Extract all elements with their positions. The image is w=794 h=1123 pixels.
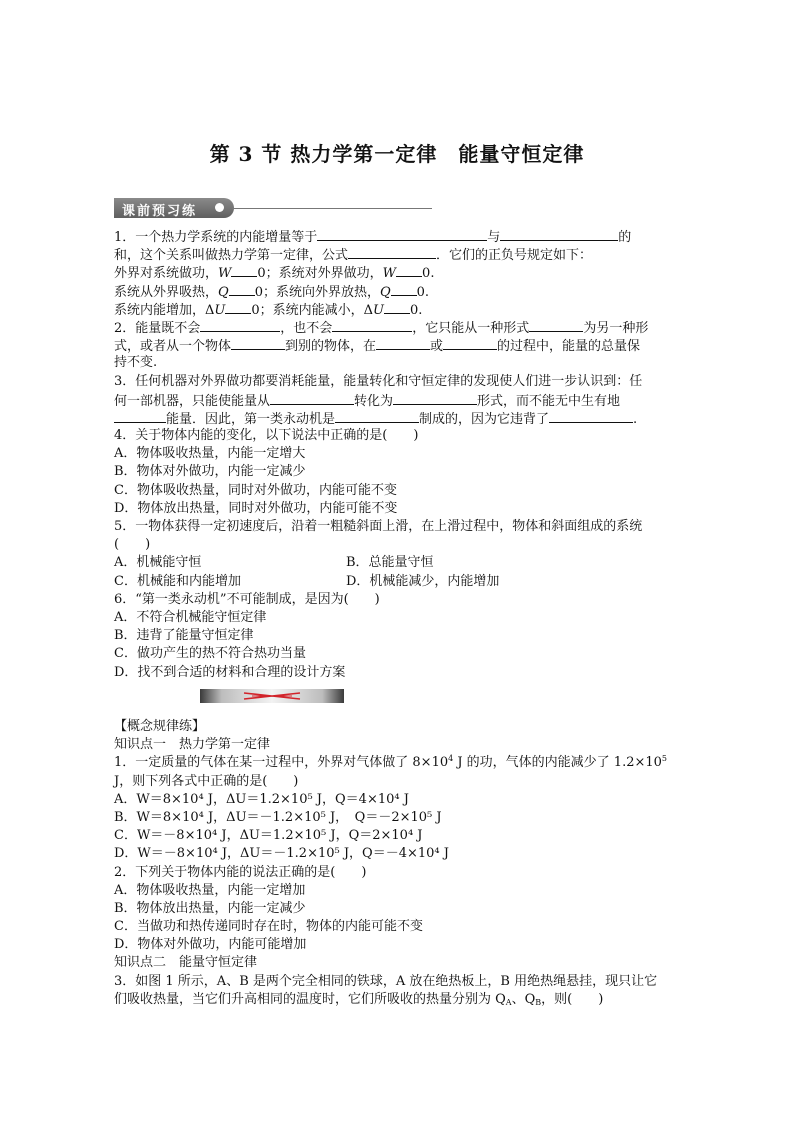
- q6-option-c[interactable]: C．做功产生的热不符合热功当量: [114, 646, 306, 662]
- q4-option-a[interactable]: A．物体吸收热量，内能一定增大: [114, 446, 306, 462]
- fill-blank[interactable]: [335, 409, 419, 423]
- q4-option-b[interactable]: B．物体对外做功，内能一定减少: [114, 464, 306, 480]
- q6-option-a[interactable]: A．不符合机械能守恒定律: [114, 609, 267, 625]
- q5-option-c[interactable]: C．机械能和内能增加: [114, 573, 241, 589]
- fill-blank[interactable]: [225, 300, 251, 314]
- banner-rule: [232, 208, 432, 209]
- q1-line1: [114, 227, 684, 245]
- q6-stem: 6．“第一类永动机”不可能制成，是因为( ): [114, 591, 380, 607]
- symbol-u: U: [214, 302, 226, 318]
- fill-blank[interactable]: [229, 282, 255, 296]
- q5-options-row1: [114, 554, 684, 572]
- bullet-icon: [215, 203, 224, 212]
- q1-line2: [114, 245, 684, 263]
- fill-blank[interactable]: [231, 336, 285, 350]
- fill-blank[interactable]: [200, 318, 280, 332]
- cq1-option-d[interactable]: D．W＝－8×10⁴ J，ΔU＝－1.2×10⁵ J，Q＝－4×10⁴ J: [114, 846, 449, 862]
- text: 们吸收热量，当它们升高相同的温度时，它们所吸收的热量分别为 Q: [114, 991, 506, 1007]
- page-title: 第 3 节 热力学第一定律 能量守恒定律: [209, 142, 585, 166]
- q2-line3: [114, 354, 684, 372]
- text: 0.: [422, 266, 435, 282]
- text: 形式，而不能无中生有地: [477, 393, 621, 409]
- q5-option-d[interactable]: D．机械能减少，内能增加: [346, 573, 500, 589]
- text: J 的功，气体的内能减少了 1.2×10: [453, 755, 662, 771]
- text: 的: [618, 230, 632, 245]
- text: 0；系统向外界放热，: [254, 284, 380, 300]
- fill-blank[interactable]: [348, 245, 436, 259]
- text: 或: [430, 339, 444, 355]
- knowledge-point-1: 知识点一 热力学第一定律: [114, 737, 271, 753]
- q1-line4: [114, 282, 684, 300]
- text: 1．一定质量的气体在某一过程中，外界对气体做了 8×10: [114, 755, 449, 771]
- text: 的过程中，能量的总量保: [497, 339, 641, 355]
- section-divider-ornament: [200, 688, 344, 704]
- cq2-option-b[interactable]: B．物体放出热量，内能一定减少: [114, 900, 306, 916]
- text: 制成的，因为它违背了: [419, 411, 550, 427]
- fill-blank[interactable]: [391, 282, 417, 296]
- cq2-stem: 2．下列关于物体内能的说法正确的是( ): [114, 864, 367, 880]
- fill-blank[interactable]: [443, 336, 497, 350]
- text: 2．能量既不会: [114, 320, 201, 336]
- fill-blank[interactable]: [529, 318, 583, 332]
- cq3-line1: 3．如图 1 所示，A、B 是两个完全相同的铁球，A 放在绝热板上，B 用绝热绳悬挂，现只让它: [114, 973, 658, 989]
- symbol-q: Q: [379, 284, 391, 300]
- text: 0；系统对外界做功，: [257, 266, 383, 282]
- text: 和，这个关系叫做热力学第一定律，公式: [114, 248, 349, 264]
- text: 何一部机器，只能使能量从: [114, 393, 271, 409]
- q5-options-row2: [114, 573, 684, 591]
- text: 到别的物体，在: [285, 339, 377, 355]
- text: 、Q: [511, 991, 536, 1007]
- q2-line1: [114, 318, 684, 336]
- fill-blank[interactable]: [396, 263, 422, 277]
- fill-blank[interactable]: [384, 300, 410, 314]
- cq1-line2: J，则下列各式中正确的是( ): [114, 773, 299, 789]
- fill-blank[interactable]: [332, 318, 412, 332]
- fill-blank[interactable]: [549, 409, 633, 423]
- q4-option-c[interactable]: C．物体吸收热量，同时对外做功，内能可能不变: [114, 482, 397, 498]
- text: 1．一个热力学系统的内能增量等于: [114, 230, 318, 245]
- fill-blank[interactable]: [376, 336, 430, 350]
- pre-study-section: [114, 227, 684, 682]
- text: .: [633, 411, 638, 427]
- q2-line2: [114, 336, 684, 354]
- fill-blank[interactable]: [393, 391, 477, 405]
- fill-blank[interactable]: [231, 263, 257, 277]
- text: 系统从外界吸热，: [114, 284, 219, 300]
- text: ，也不会: [280, 320, 333, 336]
- text: 持不变.: [114, 355, 158, 371]
- cq1-line1: [114, 754, 684, 772]
- subscript: B: [535, 997, 542, 1007]
- section-banner: [114, 198, 432, 218]
- text: 系统内能增加，Δ: [114, 302, 215, 318]
- text: 3．任何机器对外界做功都要消耗能量，能量转化和守恒定律的发现使人们进一步认识到：任: [114, 373, 643, 389]
- text: 式，或者从一个物体: [114, 339, 232, 355]
- fill-blank[interactable]: [114, 409, 166, 423]
- text: ，则( ): [541, 991, 604, 1007]
- text: 与: [487, 230, 501, 245]
- q3-line3: [114, 409, 684, 427]
- symbol-w: W: [382, 266, 397, 282]
- text: 0.: [416, 284, 430, 300]
- fill-blank[interactable]: [270, 391, 354, 405]
- cq1-option-a[interactable]: A．W＝8×10⁴ J，ΔU＝1.2×10⁵ J，Q＝4×10⁴ J: [114, 791, 409, 807]
- text: ．它们的正负号规定如下：: [436, 248, 593, 264]
- banner-label: 课前预习练: [122, 204, 198, 219]
- q5-option-a[interactable]: A．机械能守恒: [114, 555, 202, 571]
- q1-line3: [114, 263, 684, 281]
- q3-line1: [114, 373, 684, 391]
- cq3-line2: [114, 991, 684, 1009]
- text: 0.: [410, 302, 423, 318]
- text: 0；系统内能减小，Δ: [251, 302, 374, 318]
- q5-paren: ( ): [114, 537, 151, 553]
- concept-header: 【概念规律练】: [114, 719, 206, 734]
- fill-blank[interactable]: [500, 227, 618, 241]
- subscript: A: [505, 997, 512, 1007]
- cq1-option-c[interactable]: C．W＝－8×10⁴ J，ΔU＝1.2×10⁵ J，Q＝2×10⁴ J: [114, 828, 423, 844]
- q3-line2: [114, 391, 684, 409]
- q6-option-d[interactable]: D．找不到合适的材料和合理的设计方案: [114, 664, 346, 680]
- cq2-option-c[interactable]: C．当做功和热传递同时存在时，物体的内能可能不变: [114, 919, 423, 935]
- symbol-q: Q: [218, 284, 229, 300]
- q4-option-d[interactable]: D．物体放出热量，同时对外做功，内能可能不变: [114, 500, 398, 516]
- symbol-u: U: [373, 302, 384, 318]
- text: 转化为: [354, 393, 394, 409]
- text: ，它只能从一种形式: [412, 320, 530, 336]
- exponent: 4: [448, 754, 454, 764]
- cq2-option-d[interactable]: D．物体对外做功，内能可能增加: [114, 937, 307, 953]
- q4-stem: 4．关于物体内能的变化，以下说法中正确的是( ): [114, 428, 419, 444]
- text: 为另一种形: [583, 320, 649, 336]
- fill-blank[interactable]: [317, 227, 487, 241]
- concept-section: [114, 718, 684, 1009]
- symbol-w: W: [218, 266, 232, 282]
- cq2-option-a[interactable]: A．物体吸收热量，内能一定增加: [114, 882, 306, 898]
- text: 外界对系统做功，: [114, 266, 219, 282]
- exponent: 5: [661, 754, 668, 764]
- knowledge-point-2: 知识点二 能量守恒定律: [114, 955, 258, 971]
- text: 能量．因此，第一类永动机是: [166, 411, 336, 427]
- cq1-option-b[interactable]: B．W＝8×10⁴ J，ΔU＝－1.2×10⁵ J， Q＝－2×10⁵ J: [114, 809, 442, 825]
- q5-option-b[interactable]: B．总能量守恒: [346, 555, 434, 571]
- q6-option-b[interactable]: B．违背了能量守恒定律: [114, 628, 254, 644]
- q1-line5: [114, 300, 684, 318]
- q5-stem: 5．一物体获得一定初速度后，沿着一粗糙斜面上滑，在上滑过程中，物体和斜面组成的系统: [114, 519, 643, 534]
